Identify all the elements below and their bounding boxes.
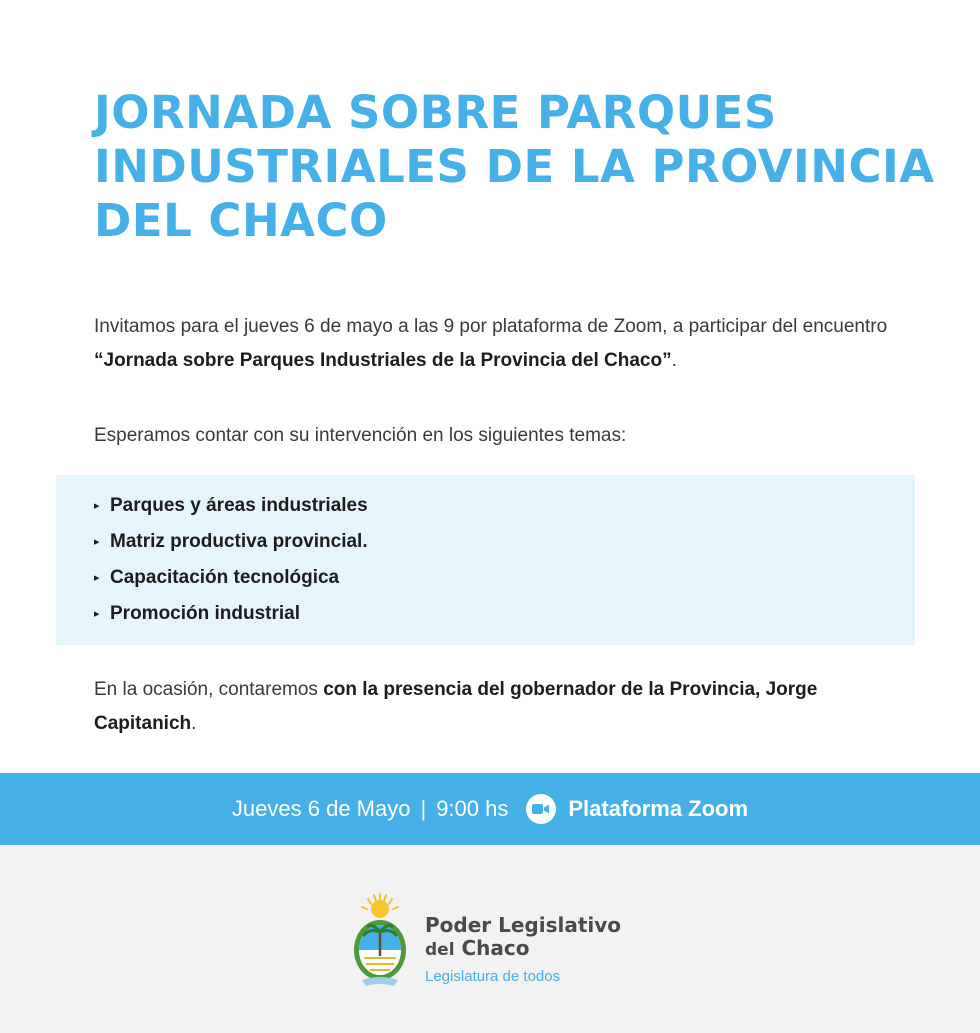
intro-paragraph bbox=[94, 310, 914, 378]
title-line-2: INDUSTRIALES DE LA PROVINCIA bbox=[94, 140, 935, 193]
topic-label: Matriz productiva provincial. bbox=[110, 531, 368, 552]
topic-label: Parques y áreas industriales bbox=[110, 495, 368, 516]
intro-text: Invitamos para el jueves 6 de mayo a las 9 por plataforma de Zoom, a participar del encuentro bbox=[94, 316, 888, 337]
list-item bbox=[94, 596, 368, 632]
page-title bbox=[94, 86, 934, 248]
list-item bbox=[94, 560, 368, 596]
org-line-2b: Chaco bbox=[461, 936, 530, 960]
banner-separator: | bbox=[420, 796, 427, 821]
org-line-2 bbox=[425, 937, 621, 962]
bullet-icon: ▸ bbox=[94, 572, 100, 584]
event-time: 9:00 hs bbox=[436, 796, 509, 821]
org-line-1: Poder Legislativo bbox=[425, 913, 622, 937]
chaco-coat-of-arms-icon bbox=[350, 892, 410, 988]
footer bbox=[0, 845, 980, 1033]
event-platform: Plataforma Zoom bbox=[568, 796, 749, 821]
zoom-camera-icon bbox=[526, 794, 556, 824]
title-line-3: DEL CHACO bbox=[94, 194, 388, 247]
event-date: Jueves 6 de Mayo bbox=[231, 796, 411, 821]
governor-mention: con la presencia del gobernador de la Provincia, Jorge Capitanich bbox=[94, 679, 818, 734]
bullet-icon: ▸ bbox=[94, 500, 100, 512]
org-tagline: Legislatura de todos bbox=[425, 968, 561, 985]
closing-end: . bbox=[191, 713, 197, 734]
topics-intro: Esperamos contar con su intervención en los siguientes temas: bbox=[94, 425, 627, 446]
title-line-1: JORNADA SOBRE PARQUES bbox=[94, 86, 777, 139]
topic-label: Capacitación tecnológica bbox=[110, 567, 340, 588]
bullet-icon: ▸ bbox=[94, 608, 100, 620]
closing-paragraph bbox=[94, 673, 914, 741]
event-name: “Jornada sobre Parques Industriales de la Provincia del Chaco” bbox=[94, 350, 672, 371]
event-banner bbox=[0, 773, 980, 845]
topics-panel bbox=[56, 475, 915, 645]
org-name bbox=[425, 914, 621, 985]
list-item bbox=[94, 488, 368, 524]
closing-text: En la ocasión, contaremos bbox=[94, 679, 324, 700]
intro-end: . bbox=[671, 350, 677, 371]
topics-list bbox=[94, 488, 368, 632]
topic-label: Promoción industrial bbox=[110, 603, 301, 624]
list-item bbox=[94, 524, 368, 560]
org-line-2a: del bbox=[425, 940, 455, 960]
bullet-icon: ▸ bbox=[94, 536, 100, 548]
